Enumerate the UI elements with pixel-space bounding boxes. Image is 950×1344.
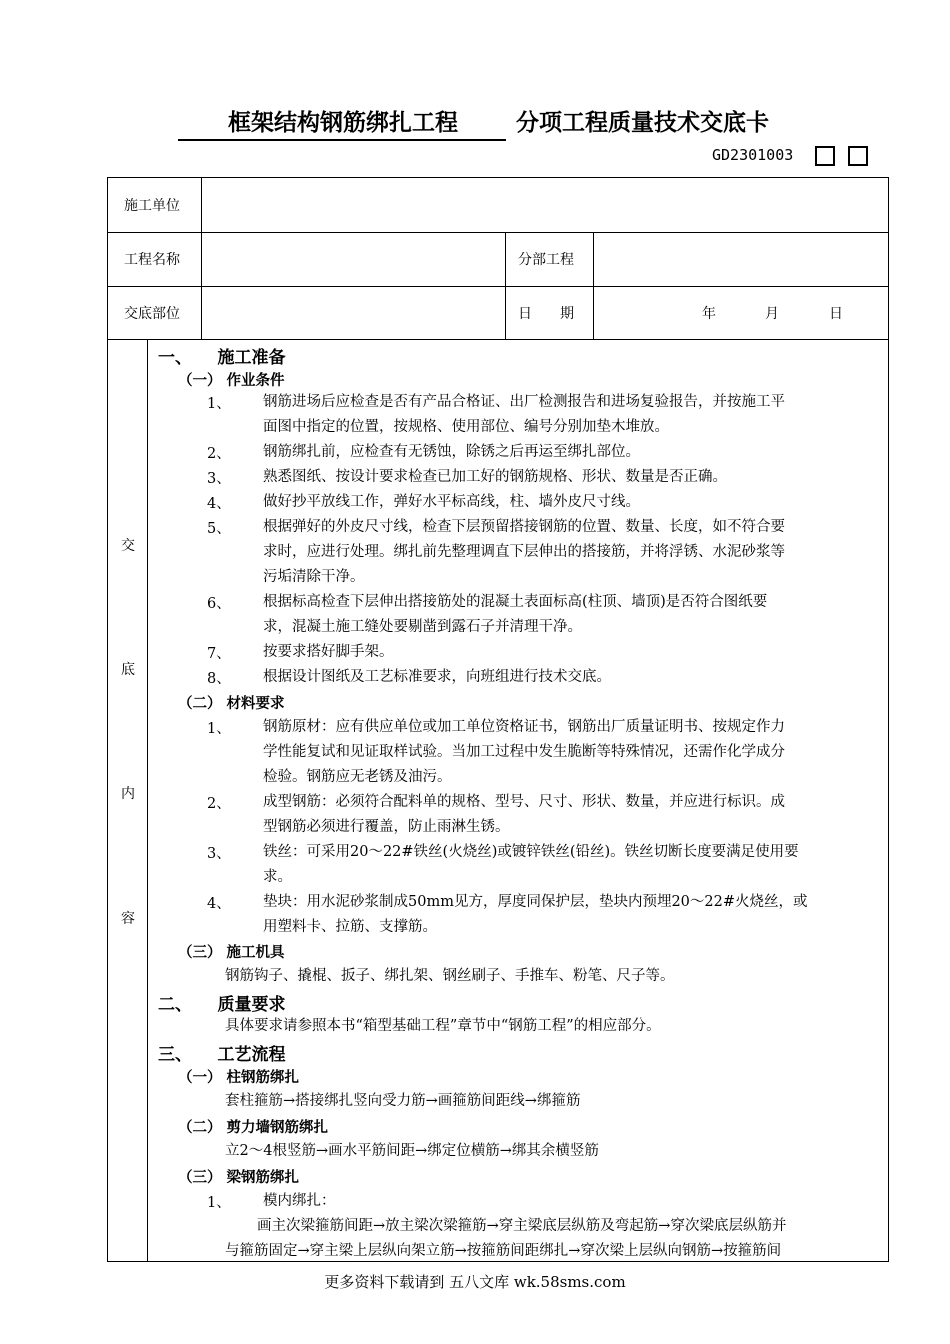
section-3-heading: 三、 工艺流程 xyxy=(158,1045,286,1065)
beam-flow-line-1: 画主次梁箍筋间距→放主梁次梁箍筋→穿主梁底层纵筋及弯起筋→穿次梁底层纵筋并 xyxy=(257,1218,787,1234)
doc-code: GD2301003 xyxy=(712,146,794,164)
date-year: 年 xyxy=(702,306,716,322)
project-label: 工程名称 xyxy=(124,252,180,268)
date-label: 日 期 xyxy=(518,306,574,322)
location-label: 交底部位 xyxy=(124,306,180,322)
footer-text: 更多资料下载请到 五八文库 wk.58sms.com xyxy=(324,1273,626,1291)
beam-title: 模内绑扎： xyxy=(263,1193,336,1209)
side-char-2: 底 xyxy=(121,662,135,678)
subsection-1-2: （二） 材料要求 xyxy=(178,696,285,712)
flow-wall: 立2～4根竖筋→画水平筋间距→绑定位横筋→绑其余横竖筋 xyxy=(225,1143,599,1159)
side-char-4: 容 xyxy=(121,911,135,927)
checkbox-1[interactable] xyxy=(815,146,835,166)
section-2-heading: 二、 质量要求 xyxy=(158,995,286,1015)
date-month: 月 xyxy=(765,306,779,322)
subsection-1-1: （一） 作业条件 xyxy=(178,373,285,389)
subsection-3-2: （二） 剪力墙钢筋绑扎 xyxy=(178,1120,329,1136)
beam-flow-line-2: 与箍筋固定→穿主梁上层纵向架立筋→按箍筋间距绑扎→穿次梁上层纵向钢筋→按箍筋间 xyxy=(225,1243,782,1259)
flow-column: 套柱箍筋→搭接绑扎竖向受力筋→画箍筋间距线→绑箍筋 xyxy=(225,1093,581,1109)
title-right: 分项工程质量技术交底卡 xyxy=(516,110,769,136)
subproject-label: 分部工程 xyxy=(518,252,574,268)
tools-text: 钢筋钩子、撬棍、扳子、绑扎架、钢丝刷子、手推车、粉笔、尺子等。 xyxy=(225,968,675,984)
title-left: 框架结构钢筋绑扎工程 xyxy=(228,104,458,141)
section-1-heading: 一、 施工准备 xyxy=(158,348,286,368)
subsection-3-3: （三） 梁钢筋绑扎 xyxy=(178,1170,300,1186)
beam-number: 1、 xyxy=(207,1195,231,1211)
date-day: 日 xyxy=(829,306,843,322)
unit-label: 施工单位 xyxy=(124,198,180,214)
side-char-1: 交 xyxy=(121,538,135,554)
subsection-1-3: （三） 施工机具 xyxy=(178,945,285,961)
quality-text: 具体要求请参照本书“箱型基础工程”章节中“钢筋工程”的相应部分。 xyxy=(225,1018,661,1034)
page-title xyxy=(178,104,878,141)
checkbox-2[interactable] xyxy=(848,146,868,166)
side-char-3: 内 xyxy=(121,786,135,802)
subsection-3-1: （一） 柱钢筋绑扎 xyxy=(178,1070,300,1086)
